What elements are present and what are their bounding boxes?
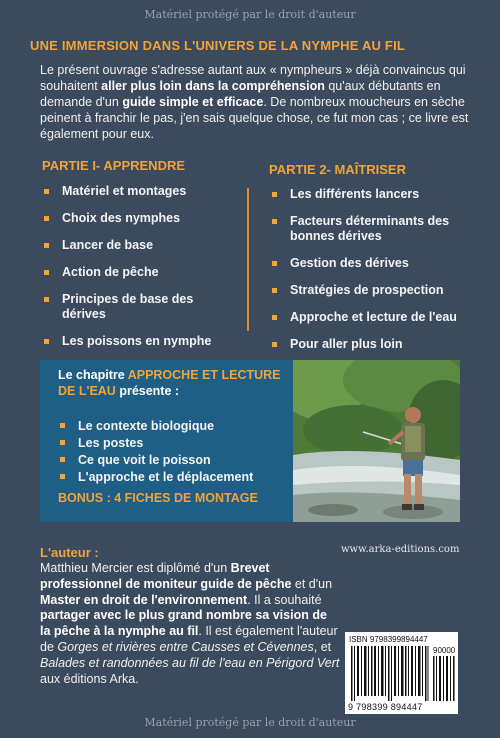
list-item: Pour aller plus loin (270, 337, 470, 352)
list-item: Les poissons en nymphe (42, 334, 232, 349)
list-item: Matériel et montages (42, 184, 232, 199)
addon-barcode-bars-icon (433, 656, 455, 701)
part1-list (42, 184, 232, 349)
list-item: Action de pêche (42, 265, 232, 280)
part1-title: PARTIE I- APPRENDRE (42, 158, 186, 173)
price-code: 90000 (433, 646, 456, 655)
fisherman-photo (293, 360, 460, 522)
list-item: Approche et lecture de l'eau (270, 310, 470, 325)
chapter-topics-list (58, 418, 288, 486)
column-divider (247, 188, 249, 331)
list-item: Principes de base des dérives (42, 292, 232, 322)
barcode-digits: 9 798399 894447 (348, 702, 423, 712)
isbn-label: ISBN 9798399894447 (349, 635, 428, 644)
isbn-barcode (345, 632, 458, 714)
list-item: Stratégies de prospection (270, 283, 470, 298)
back-cover-headline: UNE IMMERSION DANS L'UNIVERS DE LA NYMPHE AU FIL (30, 38, 406, 53)
barcode-bars-icon (351, 646, 429, 701)
publisher-website: www.arka-editions.com (341, 544, 460, 555)
list-item: Ce que voit le poisson (58, 452, 288, 469)
list-item: Facteurs déterminants des bonnes dérives (270, 214, 470, 244)
part2-title: PARTIE 2- MAÎTRISER (269, 162, 406, 177)
list-item: Choix des nymphes (42, 211, 232, 226)
copyright-watermark-top: Matériel protégé par le droit d'auteur (144, 8, 356, 21)
list-item: Le contexte biologique (58, 418, 288, 435)
bonus-label: BONUS : 4 FICHES DE MONTAGE (58, 491, 258, 505)
list-item: Gestion des dérives (270, 256, 470, 271)
chapter-highlight-box (40, 360, 460, 522)
author-bio: Matthieu Mercier est diplômé d'un Brevet professionnel de moniteur guide de pêche et d'un Master en droit de l'environnement. Il a souhaité partager avec le plus grand nombre sa vision de la pêche à la nymphe au fil. Il est également l'auteur de Gorges et rivières entre Causses et Cévennes, et Balades et randonnées au fil de l'eau en Périgord Vert aux éditions Arka. (40, 561, 340, 686)
list-item: L'approche et le déplacement (58, 469, 288, 486)
list-item: Les différents lancers (270, 187, 470, 202)
list-item: Lancer de base (42, 238, 232, 253)
intro-paragraph: Le présent ouvrage s'adresse autant aux « nympheurs » déjà convaincus qui souhaitent aller plus loin dans la compréhension qu'aux débutants en demande d'un guide simple et efficace. De nombreux moucheurs en sèche peinent à franchir le pas, j'en sais quelque chose, ce fut mon cas ; ce livre est également pour eux. (40, 63, 469, 141)
chapter-intro: Le chapitre APPROCHE ET LECTURE DE L'EAU présente : (58, 368, 281, 398)
author-heading: L'auteur : (40, 545, 99, 560)
copyright-watermark-bottom: Matériel protégé par le droit d'auteur (144, 716, 356, 729)
part2-list (270, 187, 470, 352)
list-item: Les postes (58, 435, 288, 452)
